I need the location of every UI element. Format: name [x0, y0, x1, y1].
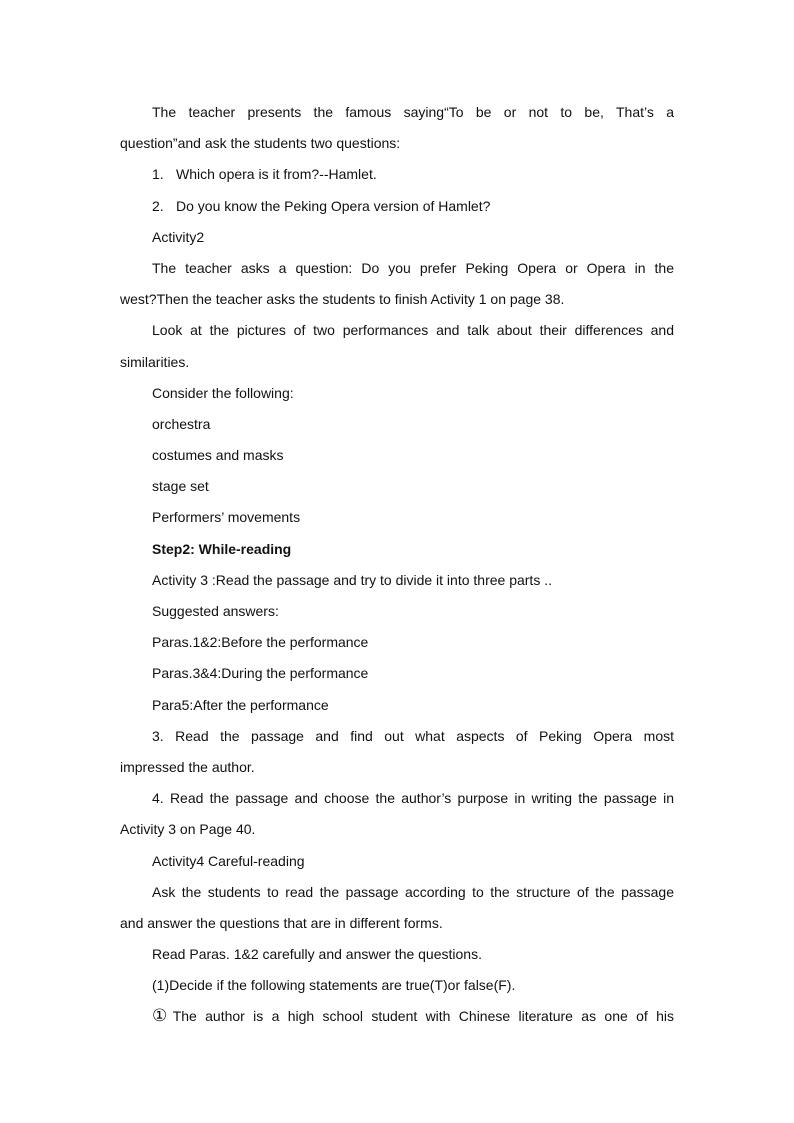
question-2	[120, 191, 674, 222]
list-item: orchestra	[152, 415, 211, 432]
question-1-number: 1.	[152, 166, 164, 183]
answer-item: Paras.1&2:Before the performance	[152, 634, 369, 651]
answer-item: Paras.3&4:During the performance	[152, 665, 369, 682]
question-3-text: Read the passage and find out what aspects of Peking Opera most	[175, 727, 674, 744]
question-4-line-2: Activity 3 on Page 40.	[120, 821, 256, 838]
activity-4-heading: Activity4 Careful-reading	[152, 852, 305, 869]
list-item: Performers’ movements	[152, 509, 301, 526]
circled-number-one: ①	[152, 1006, 172, 1027]
statement-1-text: The author is a high school student with Chinese literature as one of his	[172, 1008, 674, 1025]
question-2-text: Do you know the Peking Opera version of Hamlet?	[176, 197, 491, 214]
document-page	[120, 97, 674, 1033]
intro-line-2: question”and ask the students two questions:	[120, 135, 401, 152]
activity-2-line-1: The teacher asks a question: Do you prefer Peking Opera or Opera in the	[152, 259, 674, 276]
question-2-number: 2.	[152, 197, 164, 214]
suggested-answers-heading: Suggested answers:	[152, 603, 279, 619]
ask-line-2: and answer the questions that are in different forms.	[120, 914, 443, 931]
question-1	[120, 159, 674, 190]
look-line-2: similarities.	[120, 353, 190, 370]
question-3-number: 3.	[152, 727, 164, 744]
step-2-heading: Step2: While-reading	[152, 540, 292, 557]
look-line-1: Look at the pictures of two performances and talk about their differences and	[152, 322, 674, 339]
activity-3-text: Activity 3 :Read the passage and try to divide it into three parts ..	[152, 571, 552, 588]
question-1-text: Which opera is it from?--Hamlet.	[176, 166, 377, 183]
read-paras-text: Read Paras. 1&2 carefully and answer the questions.	[152, 946, 482, 963]
activity-2-heading: Activity2	[152, 228, 205, 245]
decide-text: (1)Decide if the following statements are true(T)or false(F).	[152, 977, 516, 994]
question-4-line-1	[120, 783, 674, 814]
ask-line-1: Ask the students to read the passage according to the structure of the passage	[152, 883, 674, 900]
question-4-number: 4.	[152, 790, 164, 807]
question-3-line-1	[120, 721, 674, 752]
question-4-text: Read the passage and choose the author’s purpose in writing the passage in	[169, 790, 674, 807]
list-item: costumes and masks	[152, 447, 284, 464]
answer-item: Para5:After the performance	[152, 696, 329, 713]
statement-1	[120, 1001, 674, 1032]
list-item: stage set	[152, 478, 209, 495]
intro-line-1: The teacher presents the famous saying“To be or not to be, That’s a	[152, 104, 674, 120]
question-3-line-2: impressed the author.	[120, 758, 255, 775]
consider-heading: Consider the following:	[152, 384, 294, 401]
activity-2-line-2: west?Then the teacher asks the students to finish Activity 1 on page 38.	[120, 291, 565, 308]
